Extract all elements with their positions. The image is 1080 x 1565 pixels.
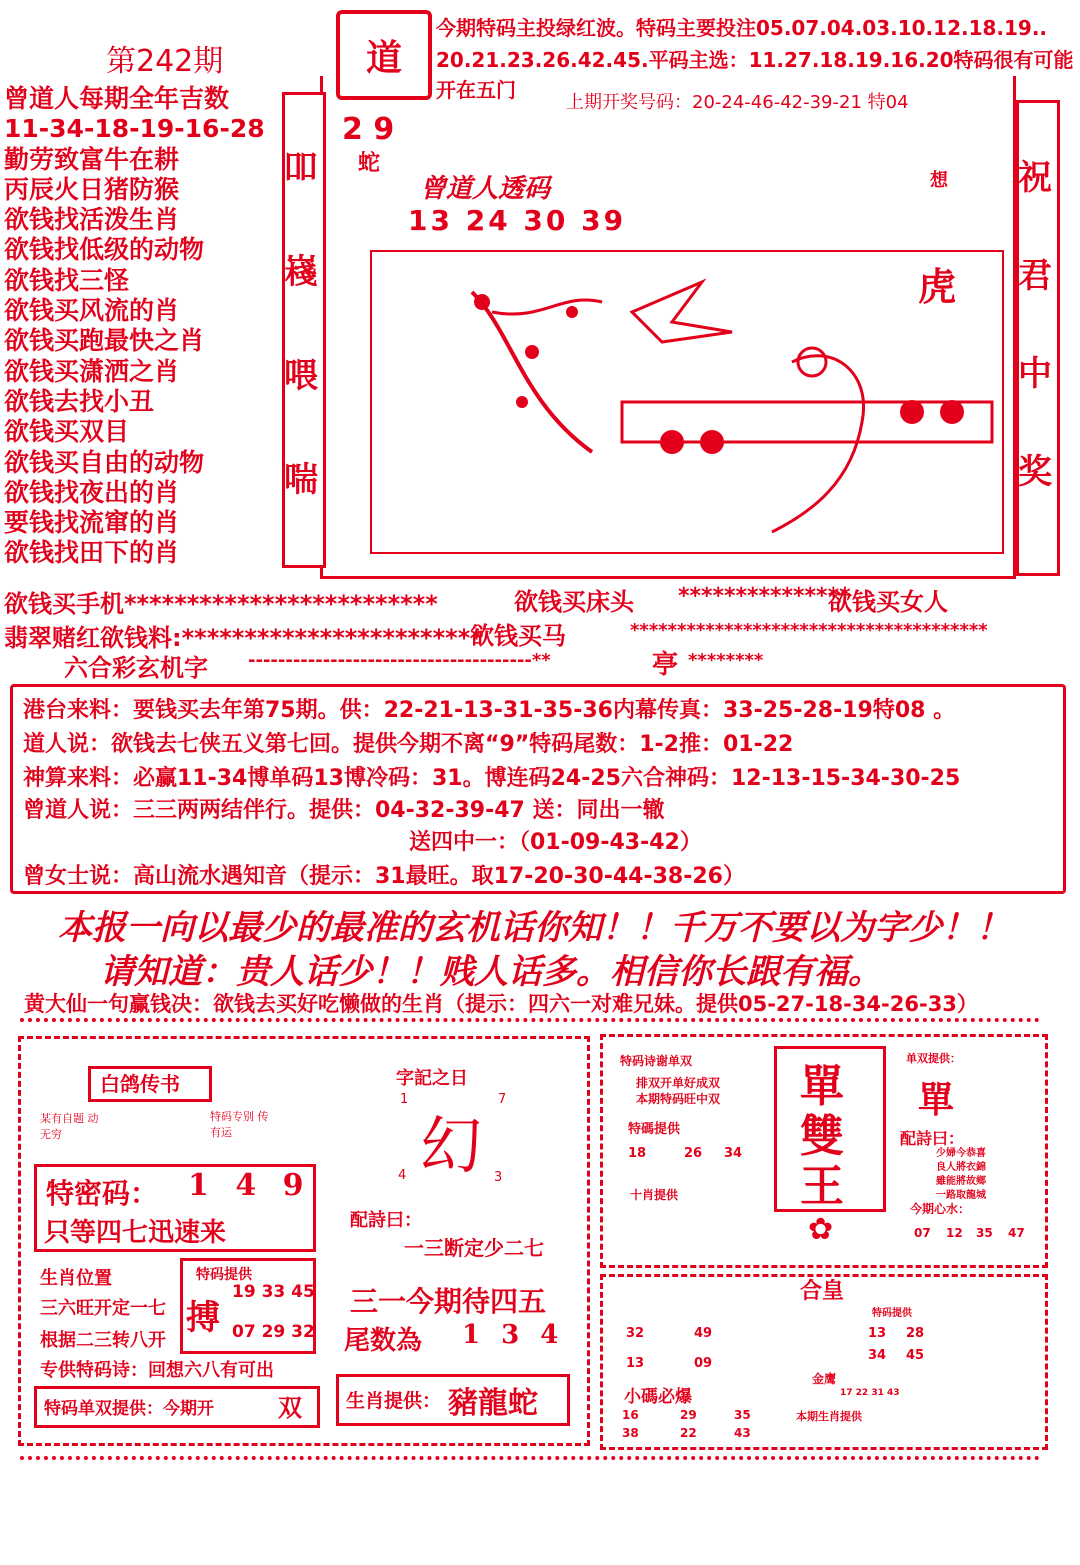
left-scroll-chars <box>280 140 322 556</box>
small-code-title: 小碼必爆 <box>624 1387 692 1407</box>
sd-poem-2: 良人將衣錦 <box>936 1162 986 1173</box>
ge-right-2: 28 <box>906 1326 925 1341</box>
lady-bird-illustration <box>372 252 1002 552</box>
sd-sub-1: 排双开单好成双 <box>636 1076 721 1090</box>
issue-number: 第242期 <box>106 44 224 79</box>
ge-left-1: 32 <box>626 1326 645 1341</box>
header-line-1: 今期特码主投绿红波。特码主要投注05.07.04.03.10.12.18.19.. <box>436 16 1048 40</box>
zodiac-tiger: 虎 <box>918 265 957 309</box>
sd-sub-2: 本期特码旺中双 <box>636 1092 721 1106</box>
sd-heart-1: 07 <box>914 1226 931 1240</box>
right-scroll-char: 奖 <box>1018 452 1052 492</box>
star-row-2-mid: 欲钱买马 <box>470 622 566 650</box>
slogan-2: 请知道：贵人话少！！贱人话多。相信你长跟有福。 <box>100 952 882 992</box>
star-row-3-left: 六合彩玄机字 <box>64 654 208 682</box>
poem-label: 配詩曰： <box>350 1210 422 1231</box>
info-line-5: 送四中一：（01-09-43-42） <box>409 830 702 855</box>
left-list-item: 欲钱买潇洒之肖 <box>4 356 180 386</box>
tail-label: 尾数為 <box>344 1326 423 1356</box>
info-line-6: 曾女士说：高山流水遇知音（提示：31最旺。取17-20-30-44-38-26） <box>23 864 745 889</box>
slogan-1: 本报一向以最少的最准的玄机话你知！！千万不要以为字少！！ <box>58 908 1010 948</box>
pos-title: 生肖位置 <box>40 1268 112 1289</box>
wong-tai-sin: 黄大仙一句赢钱决：欲钱去买好吃懒做的生肖（提示：四六一对难兄妹。提供05-27-18-34-26-33） <box>24 992 978 1016</box>
left-list-item: 欲钱买自由的动物 <box>4 447 205 477</box>
tail-numbers: 1 3 4 <box>462 1320 565 1350</box>
small-num-5: 22 <box>680 1426 697 1440</box>
left-list-item: 勤劳致富牛在耕 <box>4 144 180 174</box>
zodiac-label: 生肖提供： <box>346 1390 442 1412</box>
banner: 合皇 <box>800 1278 845 1304</box>
star-row-1-stars: *************** <box>678 584 851 609</box>
left-list-item: 欲钱找低级的动物 <box>4 235 205 265</box>
small-num-2: 29 <box>680 1408 697 1422</box>
secret-numbers: 1 4 9 <box>188 1168 312 1203</box>
big-char: 幻 <box>420 1109 483 1182</box>
poem-text: 一三断定少二七 <box>404 1236 544 1260</box>
left-list-item: 曾道人每期全年吉数 <box>4 84 230 113</box>
right-scroll-char: 祝 <box>1018 158 1052 198</box>
double-label: 特码单双提供：今期开 <box>44 1399 214 1419</box>
zodiac-value: 豬龍蛇 <box>448 1386 538 1421</box>
sd-right-title: 单双提供： <box>906 1052 961 1065</box>
info-box <box>10 684 1066 894</box>
left-list-item: 丙辰火日猪防猴 <box>4 174 180 204</box>
small-right-text: 特码专别 传有运 <box>210 1110 269 1139</box>
small-num-4: 38 <box>622 1426 639 1440</box>
last-draw: 上期开奖号码：20-24-46-42-39-21 特04 <box>566 92 909 113</box>
day-num-2: 7 <box>498 1092 507 1107</box>
header-line-2: 20.21.23.26.42.45.平码主选：11.27.18.19.16.20特码很有可能 <box>436 48 1074 72</box>
sd-heart-2: 12 <box>946 1226 963 1240</box>
small-num-3: 35 <box>734 1408 751 1422</box>
left-list-item: 欲钱找三怪 <box>4 265 130 295</box>
ge-left-4: 09 <box>694 1356 713 1371</box>
pos-line-2: 根据二三转八开 <box>40 1330 166 1351</box>
sd-special-title: 特碼提供 <box>628 1122 681 1137</box>
top-number: 2 9 <box>342 112 395 147</box>
sd-heart-label: 今期心水： <box>910 1202 971 1216</box>
left-list-item: 欲钱找活泼生肖 <box>4 205 180 235</box>
left-riddle-list <box>4 84 294 569</box>
sd-poem-1: 少婦今恭喜 <box>936 1148 986 1159</box>
top-label: 蛇 <box>358 151 381 176</box>
right-scroll-char: 君 <box>1018 256 1052 296</box>
divider-top <box>20 1018 1040 1032</box>
small-left-text: 某有自题 动无穷 <box>40 1112 99 1141</box>
pigeon-title: 白鸽传书 <box>100 1072 180 1096</box>
divider-bottom <box>20 1456 1040 1470</box>
exclusive-poem: 专供特码诗：回想六八有可出 <box>40 1360 274 1381</box>
king-char-1: 單 <box>800 1061 844 1112</box>
star-row-1-mid: 欲钱买床头 <box>514 588 634 616</box>
sd-num-3: 34 <box>724 1146 743 1161</box>
day-num-1: 1 <box>400 1092 409 1107</box>
left-scroll-char: 吅 <box>284 148 318 188</box>
star-row-1-right: 欲钱买女人 <box>828 588 948 616</box>
star-row-3-right: ******** <box>688 650 764 671</box>
star-row-2-right: ************************************** <box>630 620 988 641</box>
info-line-2: 道人说：欲钱去七侠五义第七回。提供今期不离“9”特码尾数：1-2推：01-22 <box>23 732 794 757</box>
info-line-1: 港台来料：要钱买去年第75期。供：22-21-13-31-35-36内幕传真：33-25-28-19特08 。 <box>23 698 956 723</box>
left-list-item: 要钱找流窜的肖 <box>4 508 180 538</box>
star-row-3-dash: --------------------------------------** <box>248 650 551 671</box>
seal-logo: 道 <box>336 10 432 100</box>
left-scroll-char: 喂 <box>284 356 318 396</box>
left-list-item: 欲钱找夜出的肖 <box>4 477 180 507</box>
info-line-3: 神算来料：必赢11-34博单码13博冷码：31。博连码24-25六合神码：12-13-15-34-30-25 <box>23 766 961 791</box>
ge-zodiac-title: 本期生肖提供 <box>796 1410 862 1423</box>
king-char-3: 王 <box>800 1161 844 1212</box>
sd-poem-4: 一路取龍城 <box>936 1190 986 1201</box>
special-title: 特码提供 <box>196 1267 252 1283</box>
sd-heart-4: 47 <box>1008 1226 1025 1240</box>
bo-char: 搏 <box>186 1298 220 1338</box>
small-num-6: 43 <box>734 1426 751 1440</box>
star-row-1-left: 欲钱买手机************************* <box>4 590 438 618</box>
left-list-item: 欲钱买风流的肖 <box>4 296 180 326</box>
day-num-3: 4 <box>398 1168 407 1183</box>
secret-label: 特密码： <box>46 1177 159 1210</box>
right-scroll-char: 中 <box>1018 354 1052 394</box>
ge-right-1: 13 <box>868 1326 887 1341</box>
left-list-item: 欲钱去找小丑 <box>4 386 155 416</box>
picture-numbers: 13 24 30 39 <box>408 204 627 237</box>
picture-caption: 曾道人透码 <box>420 174 551 204</box>
star-row-3-char: 亭 <box>652 650 679 680</box>
king-char-2: 雙 <box>800 1111 844 1162</box>
left-list-item: 欲钱找田下的肖 <box>4 538 180 568</box>
wait-line: 三一今期待四五 <box>350 1285 547 1318</box>
small-num-1: 16 <box>622 1408 639 1422</box>
want-char: 想 <box>930 170 948 191</box>
ge-right-title: 特码提供 <box>872 1308 912 1319</box>
header-line-3: 开在五门 <box>436 78 516 102</box>
ge-left-2: 49 <box>694 1326 713 1341</box>
day-title: 字記之日 <box>396 1068 468 1089</box>
sd-right-char: 單 <box>918 1079 955 1121</box>
picture-illustration <box>370 250 1004 554</box>
sd-title: 特码诗谢单双 <box>620 1054 693 1068</box>
special-row-2: 07 29 32 <box>232 1322 315 1342</box>
ge-mid-nums: 17 22 31 43 <box>840 1388 900 1398</box>
right-scroll-chars <box>1014 150 1056 542</box>
pos-line-1: 三六旺开定一七 <box>40 1298 166 1319</box>
ge-mid-label: 金鹰 <box>812 1372 837 1386</box>
sd-heart-3: 35 <box>976 1226 993 1240</box>
double-value: 双 <box>278 1393 302 1422</box>
sd-num-1: 18 <box>628 1146 647 1161</box>
sd-zodiac-title: 十肖提供 <box>630 1188 679 1202</box>
flower-icon: ✿ <box>808 1212 834 1247</box>
left-scroll-char: 喘 <box>284 460 318 500</box>
ge-right-4: 45 <box>906 1348 925 1363</box>
left-list-item: 欲钱买双目 <box>4 417 130 447</box>
sd-poem-label: 配詩曰： <box>900 1129 965 1148</box>
info-line-4: 曾道人说：三三两两结伴行。提供：04-32-39-47 送：同出一辙 <box>23 798 665 823</box>
day-num-4: 3 <box>494 1170 503 1185</box>
ge-left-3: 13 <box>626 1356 645 1371</box>
secret-poem: 只等四七迅速来 <box>44 1218 227 1248</box>
special-row-1: 19 33 45 <box>232 1282 315 1302</box>
star-row-2-left: 翡翠赌红欲钱料:************************ <box>4 624 483 652</box>
left-list-item: 欲钱买跑最快之肖 <box>4 326 205 356</box>
left-list-item: 11-34-18-19-16-28 <box>4 114 265 144</box>
sd-poem-3: 雖能將故鄉 <box>936 1176 986 1187</box>
sd-num-2: 26 <box>684 1146 703 1161</box>
left-scroll-char: 嶘 <box>284 252 318 292</box>
ge-right-3: 34 <box>868 1348 887 1363</box>
